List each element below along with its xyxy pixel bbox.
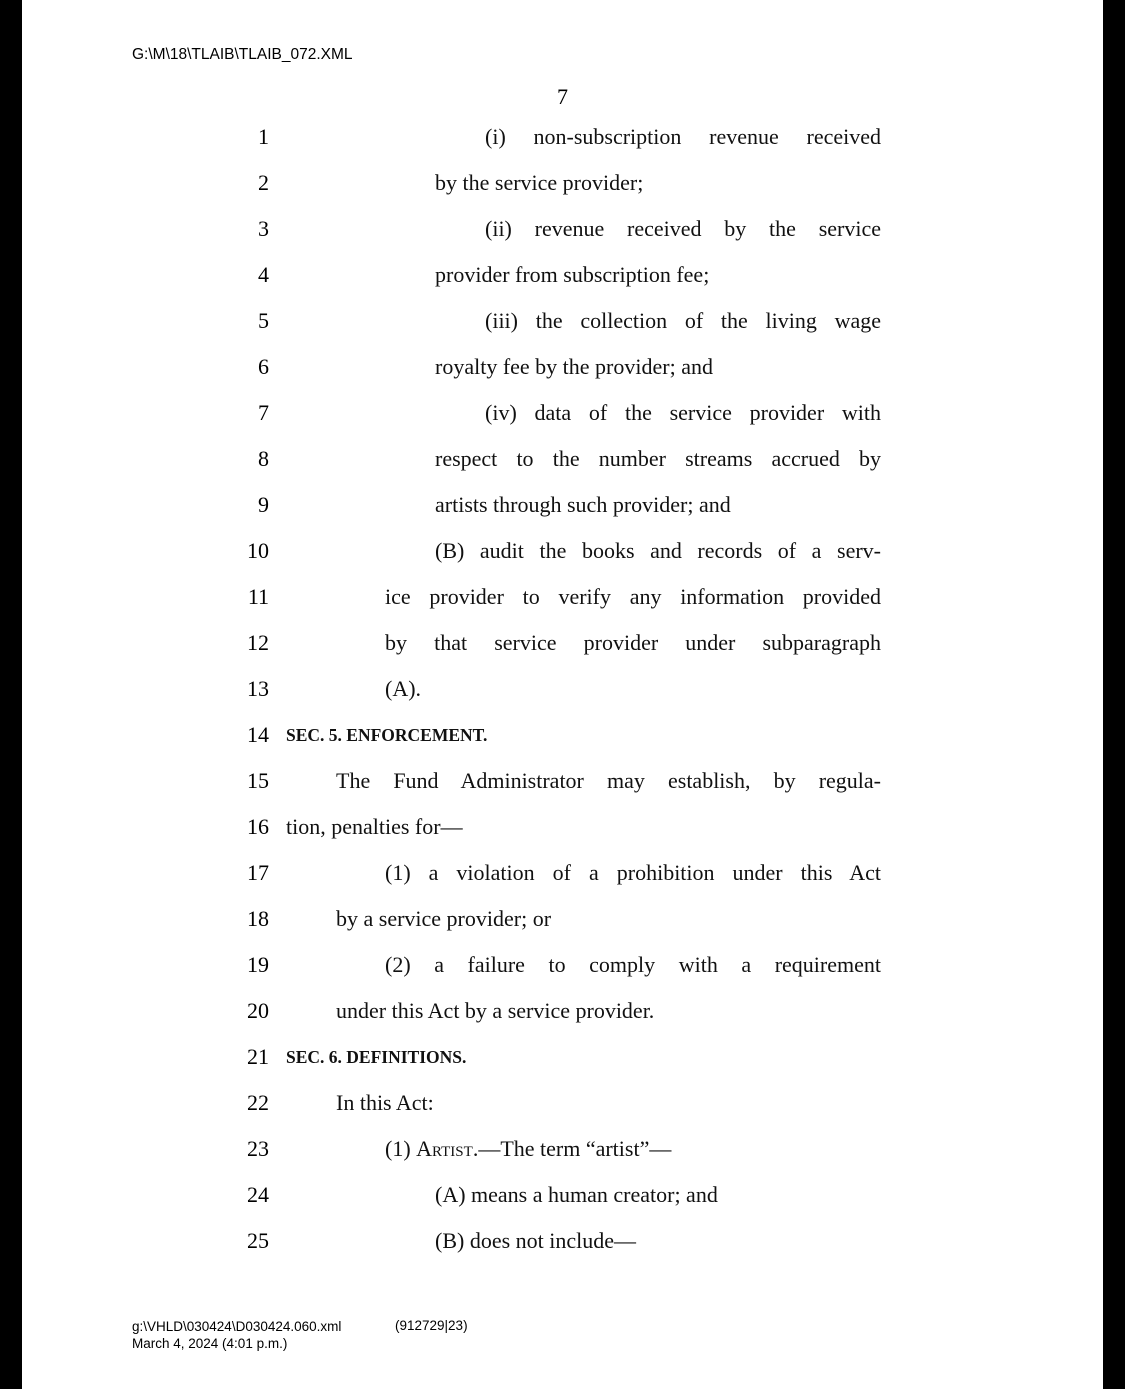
- line-text: (i) non-subscription revenue received: [485, 124, 881, 149]
- line-row: [22, 584, 1103, 616]
- line-text: [385, 1136, 671, 1162]
- line-text: by a service provider; or: [336, 906, 552, 931]
- line-number: 1: [258, 124, 269, 149]
- line-row: [22, 1090, 1103, 1122]
- document-page: [22, 0, 1103, 1389]
- line-number: 9: [258, 492, 269, 517]
- line-number: 21: [247, 1044, 269, 1069]
- line-number: 2: [258, 170, 269, 195]
- footer-file-path: g:\VHLD\030424\D030424.060.xml: [132, 1319, 342, 1334]
- line-number: 16: [247, 814, 269, 839]
- line-text: ice provider to verify any information provided: [385, 584, 881, 609]
- line-row: [22, 446, 1103, 478]
- line-text: by that service provider under subparagraph: [385, 630, 881, 655]
- line-text: respect to the number streams accrued by: [435, 446, 881, 471]
- line-text: (A).: [385, 676, 422, 701]
- line-row: [22, 216, 1103, 248]
- footer-file-info: [132, 1318, 341, 1352]
- line-text-suffix: .—The term “artist”—: [472, 1136, 672, 1161]
- line-text: In this Act:: [336, 1090, 434, 1115]
- footer-date: March 4, 2024 (4:01 p.m.): [132, 1336, 288, 1351]
- line-row: [22, 492, 1103, 524]
- line-number: 15: [247, 768, 269, 793]
- page-number: 7: [557, 84, 568, 109]
- line-number: 14: [247, 722, 269, 747]
- line-number: 22: [247, 1090, 269, 1115]
- line-row: [22, 860, 1103, 892]
- line-number: 13: [247, 676, 269, 701]
- line-row: [22, 998, 1103, 1030]
- line-row: [22, 538, 1103, 570]
- line-text: (ii) revenue received by the service: [485, 216, 881, 241]
- line-row: [22, 124, 1103, 156]
- line-text: by the service provider;: [435, 170, 644, 195]
- line-number: 5: [258, 308, 269, 333]
- line-row: [22, 400, 1103, 432]
- line-text: (1) a violation of a prohibition under this Act: [385, 860, 881, 885]
- line-row: [22, 1044, 1103, 1076]
- header-file-path: G:\M\18\TLAIB\TLAIB_072.XML: [132, 46, 353, 63]
- line-number: 8: [258, 446, 269, 471]
- section-heading: SEC. 5. ENFORCEMENT.: [286, 725, 488, 745]
- line-number: 3: [258, 216, 269, 241]
- footer-doc-id: (912729|23): [395, 1318, 468, 1333]
- line-number: 23: [247, 1136, 269, 1161]
- line-text: royalty fee by the provider; and: [435, 354, 713, 379]
- line-number: 10: [247, 538, 269, 563]
- line-row: [22, 1182, 1103, 1214]
- line-text: (iv) data of the service provider with: [485, 400, 881, 425]
- line-text: artists through such provider; and: [435, 492, 731, 517]
- line-text: tion, penalties for—: [286, 814, 463, 839]
- line-number: 7: [258, 400, 269, 425]
- line-text: (2) a failure to comply with a requirement: [385, 952, 881, 977]
- line-row: [22, 262, 1103, 294]
- line-row: [22, 630, 1103, 662]
- line-number: 25: [247, 1228, 269, 1253]
- line-text: (B) audit the books and records of a serv-: [435, 538, 881, 563]
- line-row: [22, 354, 1103, 386]
- line-number: 18: [247, 906, 269, 931]
- line-text: (iii) the collection of the living wage: [485, 308, 881, 333]
- section-heading: SEC. 6. DEFINITIONS.: [286, 1047, 467, 1067]
- line-number: 24: [247, 1182, 269, 1207]
- line-text-prefix: (1): [385, 1136, 417, 1161]
- line-number: 19: [247, 952, 269, 977]
- line-number: 11: [247, 584, 269, 609]
- line-number: 6: [258, 354, 269, 379]
- line-text: The Fund Administrator may establish, by regula-: [336, 768, 881, 793]
- defined-term: Artist: [416, 1136, 473, 1161]
- line-row: [22, 906, 1103, 938]
- line-text: (A) means a human creator; and: [435, 1182, 718, 1207]
- line-row: [22, 952, 1103, 984]
- line-number: 20: [247, 998, 269, 1023]
- line-text: provider from subscription fee;: [435, 262, 710, 287]
- line-number: 17: [247, 860, 269, 885]
- line-row: [22, 1136, 1103, 1168]
- line-row: [22, 722, 1103, 754]
- line-row: [22, 814, 1103, 846]
- line-row: [22, 676, 1103, 708]
- line-number: 4: [258, 262, 269, 287]
- line-text: (B) does not include—: [435, 1228, 637, 1253]
- line-text: under this Act by a service provider.: [336, 998, 655, 1023]
- line-row: [22, 170, 1103, 202]
- line-number: 12: [247, 630, 269, 655]
- line-row: [22, 768, 1103, 800]
- line-row: [22, 308, 1103, 340]
- line-row: [22, 1228, 1103, 1260]
